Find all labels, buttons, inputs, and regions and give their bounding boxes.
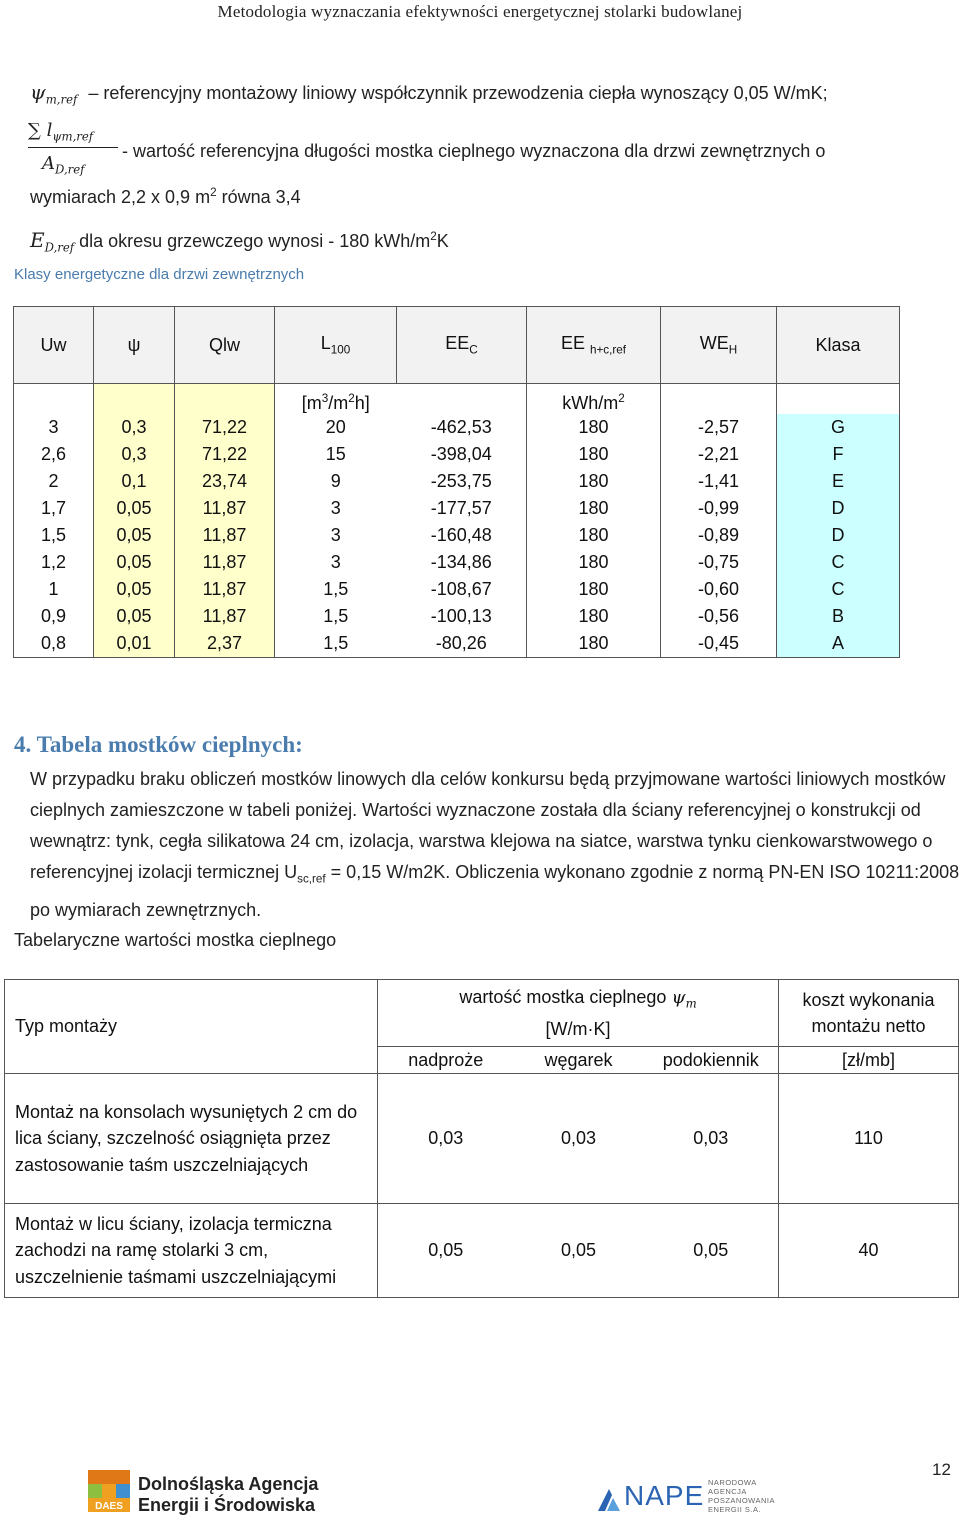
section-para-a: W przypadku braku obliczeń mostków linowych dla celów konkursu będą przyjmowane wartości liniowych mostków cieplnych zamieszczone w tabeli poniżej. Wartości wyznaczone została dla ściany referencyjnej o konstrukcji od wewnątrz: tynk, cegła silikatowa 24 cm, izolacja, warstwa klejowa na siatce, warstwa tynku cienkowarstwowego o referencyjnej izolacji termicznej U — [30, 769, 946, 882]
cell-weh: -0,99 — [661, 495, 777, 522]
cell-klasa: D — [777, 522, 900, 549]
sum-subscript: ψm,ref — [52, 129, 94, 144]
cell-klasa: A — [777, 630, 900, 658]
energy-table-row — [14, 441, 900, 468]
nape-full-name — [708, 1478, 775, 1514]
cell-l100: 15 — [275, 441, 397, 468]
psi-subscript: m,ref — [45, 92, 78, 107]
energy-table-row — [14, 603, 900, 630]
e-desc-sup: 2 — [430, 230, 437, 243]
unit-l-a: [m — [301, 393, 322, 413]
header-uw: Uw — [14, 307, 94, 384]
cell-qlw: 11,87 — [175, 522, 275, 549]
cell-uw: 1,2 — [14, 549, 94, 576]
cell-uw: 1,7 — [14, 495, 94, 522]
header-eeh — [527, 307, 661, 384]
page-number: 12 — [932, 1460, 951, 1479]
psi-description: – referencyjny montażowy liniowy współczynnik przewodzenia ciepła wynoszący 0,05 W/mK; — [88, 83, 828, 103]
page-header-title: Metodologia wyznaczania efektywności energetycznej stolarki budowlanej — [217, 2, 743, 21]
row-description: Montaż w licu ściany, izolacja termiczna zachodzi na ramę stolarki 3 cm, uszczelnienie taśmami uszczelniającymi — [5, 1204, 378, 1298]
cell-qlw: 23,74 — [175, 468, 275, 495]
header-l-text: L — [320, 333, 331, 354]
cell-qlw: 11,87 — [175, 549, 275, 576]
sum-symbol: ∑ l — [28, 120, 53, 141]
cell-psi: 0,3 — [94, 414, 175, 441]
unit-empty — [14, 384, 94, 415]
cell-eeh: 180 — [527, 630, 661, 658]
unit-empty — [397, 384, 527, 415]
energy-table-row — [14, 630, 900, 658]
nape-small-line: AGENCJA — [708, 1487, 747, 1496]
cell-eec: -100,13 — [397, 603, 527, 630]
dims-text-a: wymiarach 2,2 x 0,9 m — [30, 187, 211, 207]
bridge-row — [5, 1204, 959, 1298]
header-value — [378, 980, 779, 1047]
header-value-unit: [W/m·K] — [545, 1019, 611, 1040]
cell-qlw: 11,87 — [175, 576, 275, 603]
cell-uw: 2,6 — [14, 441, 94, 468]
header-weh-text: WE — [699, 333, 729, 354]
cell-eeh: 180 — [527, 414, 661, 441]
cell-uw: 0,9 — [14, 603, 94, 630]
header-value-sub: m — [685, 996, 697, 1011]
energy-table-row — [14, 576, 900, 603]
cell-qlw: 71,22 — [175, 414, 275, 441]
daes-logo — [88, 1470, 130, 1512]
cell-qlw: 71,22 — [175, 441, 275, 468]
dims-text-b: równa 3,4 — [216, 187, 301, 207]
cell-eec: -80,26 — [397, 630, 527, 658]
cell-l100: 3 — [275, 522, 397, 549]
unit-empty — [777, 384, 900, 415]
row-cost: 40 — [779, 1204, 959, 1298]
section-title: 4. Tabela mostków cieplnych: — [14, 732, 303, 757]
energy-table-header-row — [14, 307, 900, 384]
cell-l100: 3 — [275, 495, 397, 522]
energy-classes-table — [13, 306, 900, 658]
e-desc-b: K — [436, 231, 449, 251]
cell-klasa: D — [777, 495, 900, 522]
cell-eec: -160,48 — [397, 522, 527, 549]
cell-psi: 0,05 — [94, 549, 175, 576]
bridge-header-row — [5, 980, 959, 1047]
header-value-psi: ψ — [671, 986, 686, 1008]
cell-qlw: 2,37 — [175, 630, 275, 658]
row-wegarek: 0,03 — [514, 1074, 644, 1204]
unit-eeh-sup: 2 — [618, 392, 625, 405]
nape-small-line: NARODOWA — [708, 1478, 757, 1487]
cell-uw: 3 — [14, 414, 94, 441]
header-eec — [397, 307, 527, 384]
cell-l100: 1,5 — [275, 603, 397, 630]
cell-eeh: 180 — [527, 603, 661, 630]
section-para-b: = 0,15 W/m2K. Obliczenia wykonano zgodnie z normą PN-EN ISO 10211:2008 po wymiarach zewnętrznych. — [30, 862, 960, 920]
dims-sup: 2 — [210, 186, 217, 199]
cell-psi: 0,1 — [94, 468, 175, 495]
cell-weh: -0,89 — [661, 522, 777, 549]
cell-klasa: B — [777, 603, 900, 630]
section-paragraph — [30, 764, 960, 926]
cell-psi: 0,05 — [94, 603, 175, 630]
energy-table-body — [14, 414, 900, 658]
cell-psi: 0,05 — [94, 522, 175, 549]
row-podokiennik: 0,05 — [644, 1204, 779, 1298]
header-l100 — [275, 307, 397, 384]
nape-small-line: ENERGII S.A. — [708, 1505, 762, 1514]
section-para-sub: sc,ref — [297, 872, 326, 886]
cell-eec: -134,86 — [397, 549, 527, 576]
cell-eec: -253,75 — [397, 468, 527, 495]
dimensions-line — [30, 186, 301, 208]
cell-klasa: C — [777, 576, 900, 603]
energy-table-row — [14, 468, 900, 495]
row-wegarek: 0,05 — [514, 1204, 644, 1298]
unit-l-b: /m — [328, 393, 349, 413]
fraction-denominator — [42, 153, 85, 177]
cell-l100: 20 — [275, 414, 397, 441]
cell-l100: 9 — [275, 468, 397, 495]
cell-l100: 1,5 — [275, 630, 397, 658]
header-eeh-sub: h+c,ref — [589, 343, 627, 357]
cell-eeh: 180 — [527, 522, 661, 549]
header-eec-sub: C — [469, 343, 478, 357]
subheader-nadproze: nadproże — [378, 1047, 514, 1074]
cell-eeh: 180 — [527, 549, 661, 576]
cell-psi: 0,05 — [94, 576, 175, 603]
cell-qlw: 11,87 — [175, 603, 275, 630]
cell-eeh: 180 — [527, 468, 661, 495]
nape-logo-icon — [594, 1485, 624, 1515]
fraction-numerator — [28, 120, 93, 144]
energy-classes-heading: Klasy energetyczne dla drzwi zewnętrznych — [14, 266, 305, 283]
area-subscript: D,ref — [55, 162, 85, 177]
cell-weh: -2,57 — [661, 414, 777, 441]
unit-l-c: h] — [354, 393, 370, 413]
header-psi: ψ — [94, 307, 175, 384]
header-l-sub: 100 — [330, 343, 351, 357]
cell-eec: -108,67 — [397, 576, 527, 603]
energy-table-row — [14, 549, 900, 576]
cell-psi: 0,3 — [94, 441, 175, 468]
unit-empty — [661, 384, 777, 415]
e-symbol: E — [30, 228, 45, 252]
cell-qlw: 11,87 — [175, 495, 275, 522]
cell-uw: 2 — [14, 468, 94, 495]
fraction-description: - wartość referencyjna długości mostka cieplnego wyznaczona dla drzwi zewnętrznych o — [122, 141, 826, 161]
cell-weh: -1,41 — [661, 468, 777, 495]
header-weh-sub: H — [728, 343, 738, 357]
daes-logo-text: DAES — [95, 1501, 123, 1512]
header-cost: koszt wykonania montażu netto — [779, 980, 959, 1047]
subheader-cost-unit: [zł/mb] — [779, 1047, 959, 1074]
cell-l100: 3 — [275, 549, 397, 576]
header-weh — [661, 307, 777, 384]
unit-l-sup1: 3 — [321, 392, 329, 405]
fraction-bar — [28, 147, 118, 148]
header-klasa: Klasa — [777, 307, 900, 384]
row-nadproze: 0,05 — [378, 1204, 514, 1298]
row-nadproze: 0,03 — [378, 1074, 514, 1204]
e-desc-a: dla okresu grzewczego wynosi - 180 kWh/m — [79, 231, 431, 251]
energy-table-row — [14, 522, 900, 549]
nape-name: NAPE — [624, 1480, 705, 1511]
cell-weh: -0,45 — [661, 630, 777, 658]
row-description: Montaż na konsolach wysuniętych 2 cm do lica ściany, szczelność osiągnięta przez zastosowanie taśm uszczelniających — [5, 1074, 378, 1204]
energy-table-row — [14, 414, 900, 441]
psi-definition — [30, 80, 828, 107]
header-typ-montazy: Typ montaży — [5, 980, 378, 1074]
unit-eeh — [527, 384, 661, 415]
row-cost: 110 — [779, 1074, 959, 1204]
daes-line-2: Energii i Środowiska — [138, 1495, 316, 1515]
cell-klasa: F — [777, 441, 900, 468]
cell-eeh: 180 — [527, 576, 661, 603]
daes-line-1: Dolnośląska Agencja — [138, 1474, 319, 1494]
header-value-text: wartość mostka cieplnego — [459, 986, 672, 1007]
bridge-table-caption: Tabelaryczne wartości mostka cieplnego — [14, 930, 337, 950]
row-podokiennik: 0,03 — [644, 1074, 779, 1204]
cell-psi: 0,05 — [94, 495, 175, 522]
cell-klasa: G — [777, 414, 900, 441]
bridge-row — [5, 1074, 959, 1204]
thermal-bridge-table — [4, 979, 959, 1298]
cell-weh: -0,56 — [661, 603, 777, 630]
header-eec-text: EE — [445, 333, 470, 354]
cell-l100: 1,5 — [275, 576, 397, 603]
area-symbol: A — [42, 153, 55, 174]
cell-eec: -462,53 — [397, 414, 527, 441]
cell-eeh: 180 — [527, 495, 661, 522]
e-subscript: D,ref — [44, 240, 75, 255]
header-eeh-text: EE — [560, 333, 585, 354]
unit-l-sup2: 2 — [348, 392, 355, 405]
energy-table-units-row — [14, 384, 900, 415]
cell-weh: -2,21 — [661, 441, 777, 468]
cell-uw: 1 — [14, 576, 94, 603]
energy-table-row — [14, 495, 900, 522]
unit-eeh-a: kWh/m — [562, 393, 619, 413]
cell-eec: -177,57 — [397, 495, 527, 522]
daes-name — [138, 1474, 318, 1516]
nape-small-line: POSZANOWANIA — [708, 1496, 775, 1505]
cell-klasa: E — [777, 468, 900, 495]
cell-eeh: 180 — [527, 441, 661, 468]
subheader-wegarek: węgarek — [514, 1047, 644, 1074]
cell-uw: 1,5 — [14, 522, 94, 549]
cell-klasa: C — [777, 549, 900, 576]
psi-symbol: ψ — [30, 80, 46, 104]
unit-l100 — [275, 384, 397, 415]
unit-empty — [175, 384, 275, 415]
cell-uw: 0,8 — [14, 630, 94, 658]
cell-weh: -0,60 — [661, 576, 777, 603]
unit-empty — [94, 384, 175, 415]
header-qlw: Qlw — [175, 307, 275, 384]
cell-eec: -398,04 — [397, 441, 527, 468]
subheader-podokiennik: podokiennik — [644, 1047, 779, 1074]
cell-psi: 0,01 — [94, 630, 175, 658]
cell-weh: -0,75 — [661, 549, 777, 576]
energy-reference-line — [30, 228, 449, 255]
